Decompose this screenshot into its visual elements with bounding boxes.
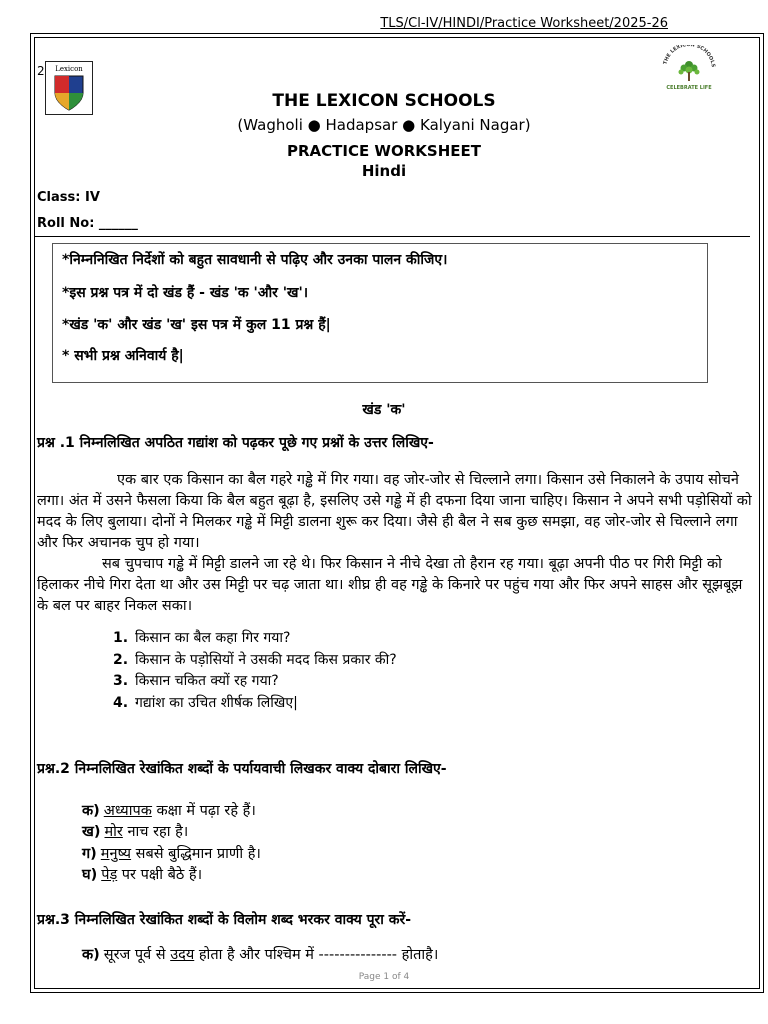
worksheet-subject: Hindi	[361, 162, 407, 180]
logo-left-text: Lexicon	[55, 65, 83, 73]
question-number: 1.	[113, 630, 129, 646]
item-label: क)	[82, 803, 100, 819]
synonym-item	[82, 864, 202, 884]
passage-paragraph-2: सब चुपचाप गड्ढे में मिट्टी डालने जा रहे थे। फिर किसान ने नीचे देखा तो हैरान रह गया। बूढ़ा अपनी पीठ पर गिरी मिट्टी को हिलाकर नीचे गिरा देता था और उस मिट्टी पर चढ़ जाता था। शीघ्र ही वह गड्ढे के किनारे पर पहुंच गया और फिर अपने साहस और सूझबूझ के बल पर बाहर निकल सका।	[37, 556, 743, 614]
section-title: खंड 'क'	[362, 402, 406, 418]
synonym-item	[82, 843, 261, 863]
divider	[34, 236, 750, 237]
document-code: TLS/Cl-IV/HINDI/Practice Worksheet/2025-26	[380, 16, 668, 31]
passage-paragraph-1: एक बार एक किसान का बैल गहरे गड्ढे में गिर गया। वह जोर-जोर से चिल्लाने लगा। किसान उसे निकालने के उपाय सोचने लगा। अंत में उसने फैसला किया कि बैल बहुत बूढ़ा है, इसलिए उसे गड्ढे में ही दफना दिया जाना चाहिए। किसान ने अपने सभी पड़ोसियों को मदद के लिए बुलाया। दोनों ने मिलकर गड्ढे में मिट्टी डालना शुरू कर दिया। जैसे ही बैल ने सब कुछ समझा, वह जोर-जोर से चिल्लाने लगा और फिर अचानक चुप हो गया।	[37, 472, 752, 551]
item-text-before: सूरज पूर्व से	[103, 947, 171, 963]
question-number: 3.	[113, 673, 129, 689]
question-text: किसान का बैल कहा गिर गया?	[135, 630, 291, 646]
school-branches: (Wagholi ● Hadapsar ● Kalyani Nagar)	[237, 116, 531, 134]
synonym-item	[82, 800, 256, 820]
item-label: ग)	[82, 846, 97, 862]
class-field	[37, 190, 100, 205]
question-1-heading: प्रश्न .1 निम्नलिखित अपठित गद्यांश को पढ़कर पूछे गए प्रश्नों के उत्तर लिखिए-	[37, 435, 434, 451]
logo-tagline: CELEBRATE LIFE	[666, 85, 712, 91]
page-number: 2	[37, 64, 45, 78]
roll-label: Roll No:	[37, 216, 99, 231]
tree-icon	[660, 45, 718, 85]
svg-text:THE LEXICON SCHOOLS: THE LEXICON SCHOOLS	[662, 45, 716, 68]
question-text: गद्यांश का उचित शीर्षक लिखिए|	[135, 695, 298, 711]
worksheet-title: PRACTICE WORKSHEET	[286, 142, 481, 160]
item-label: घ)	[82, 867, 98, 883]
item-label: क)	[82, 947, 100, 963]
comprehension-question	[113, 628, 290, 647]
underlined-word: उदय	[170, 947, 195, 963]
question-text: किसान चकित क्यों रह गया?	[135, 673, 279, 689]
page-footer: Page 1 of 4	[358, 972, 410, 982]
instruction-item: *इस प्रश्न पत्र में दो खंड हैं - खंड 'क 'और 'ख'।	[62, 285, 309, 301]
roll-value: ______	[98, 216, 138, 231]
roll-number-field	[37, 216, 138, 231]
question-2-heading: प्रश्न.2 निम्नलिखित रेखांकित शब्दों के पर्यायवाची लिखकर वाक्य दोबारा लिखिए-	[37, 761, 447, 777]
lexicon-tree-logo	[660, 45, 718, 97]
question-text: किसान के पड़ोसियों ने उसकी मदद किस प्रकार की?	[135, 652, 397, 668]
synonym-item	[82, 821, 188, 841]
passage	[37, 470, 753, 617]
comprehension-question	[113, 693, 298, 712]
question-3-heading: प्रश्न.3 निम्नलिखित रेखांकित शब्दों के विलोम शब्द भरकर वाक्य पूरा करें-	[37, 912, 412, 928]
antonym-item	[82, 944, 438, 964]
item-text-after: होता है और पश्चिम में --------------- होताहै।	[194, 947, 439, 963]
item-text: सबसे बुद्धिमान प्राणी है।	[131, 846, 261, 862]
item-text: कक्षा में पढ़ा रहे हैं।	[151, 803, 256, 819]
instruction-item: *निम्ननिखित निर्देशों को बहुत सावधानी से पढ़िए और उनका पालन कीजिए।	[62, 252, 448, 268]
class-value: IV	[84, 190, 100, 205]
item-text: नाच रहा है।	[122, 824, 189, 840]
underlined-word: पेड़	[101, 867, 118, 883]
comprehension-question	[113, 671, 279, 690]
class-label: Class:	[37, 190, 85, 205]
school-name: THE LEXICON SCHOOLS	[272, 91, 496, 111]
comprehension-question	[113, 650, 397, 669]
question-number: 4.	[113, 695, 129, 711]
underlined-word: मनुष्य	[100, 846, 132, 862]
question-number: 2.	[113, 652, 129, 668]
underlined-word: अध्यापक	[103, 803, 152, 819]
instruction-item: *खंड 'क' और खंड 'ख' इस पत्र में कुल 11 प्रश्न हैं|	[62, 317, 331, 333]
instruction-item: * सभी प्रश्न अनिवार्य है|	[62, 348, 184, 364]
item-label: ख)	[82, 824, 101, 840]
underlined-word: मोर	[104, 824, 123, 840]
item-text: पर पक्षी बैठे हैं।	[117, 867, 203, 883]
